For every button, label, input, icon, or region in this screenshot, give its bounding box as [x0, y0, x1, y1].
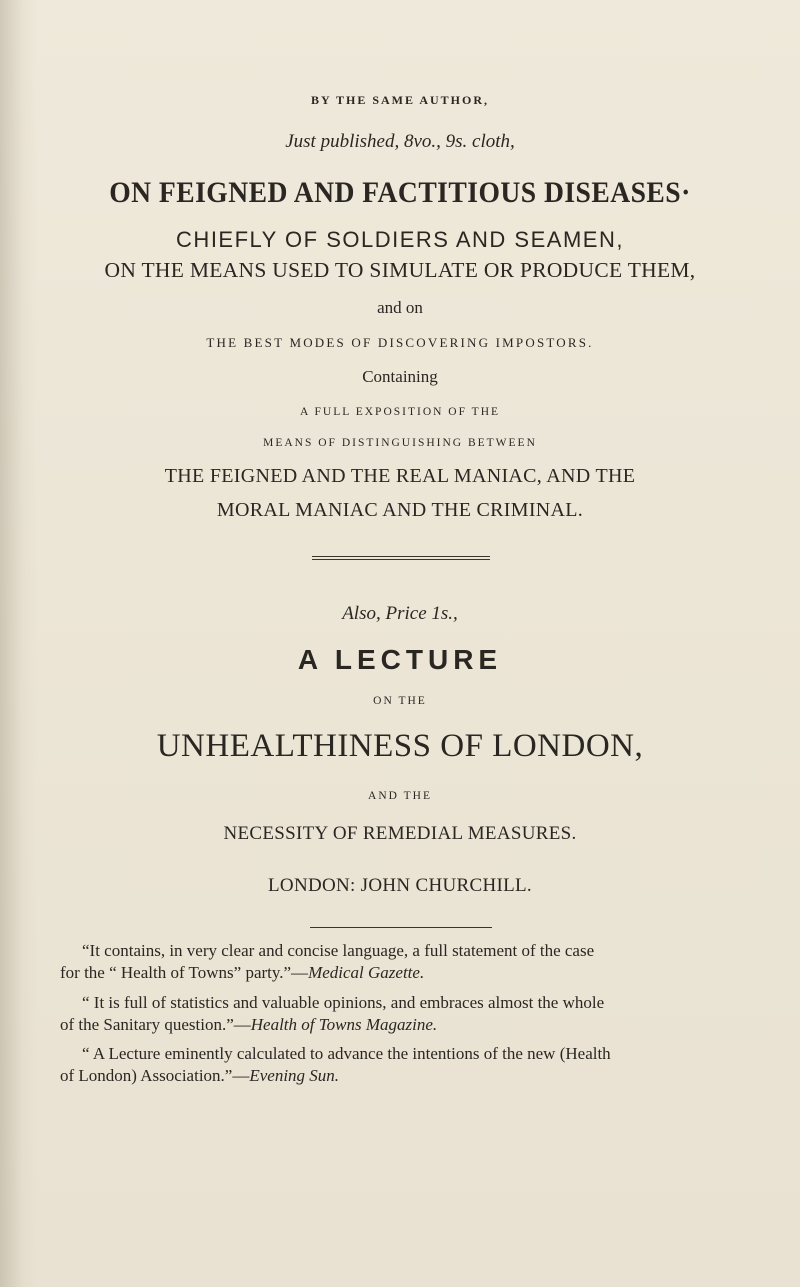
review-source: Health of Towns Magazine. [250, 1015, 438, 1034]
review-text: of the Sanitary question.”— [60, 1015, 251, 1034]
exposition-text: A FULL EXPOSITION OF THE [299, 406, 501, 418]
book-title-main: ON FEIGNED AND FACTITIOUS DISEASES· [109, 176, 691, 209]
and-on-text: and on [377, 298, 423, 317]
published-note: Just published, 8vo., 9s. cloth, [285, 131, 515, 152]
unhealthiness-title: UNHEALTHINESS OF LONDON, [156, 728, 644, 764]
book-subtitle-means: ON THE MEANS USED TO SIMULATE OR PRODUCE THEM, [104, 258, 696, 282]
lecture-title: A LECTURE [297, 644, 503, 675]
containing-text: Containing [362, 367, 438, 386]
section-divider [312, 556, 490, 557]
review-source: Evening Sun. [249, 1066, 340, 1085]
review-health-of-towns [60, 992, 740, 1036]
book-subtitle-soldiers: CHIEFLY OF SOLDIERS AND SEAMEN, [176, 227, 624, 252]
review-evening-sun [60, 1043, 740, 1087]
on-the-text: ON THE [373, 695, 427, 707]
review-source: Medical Gazette. [308, 963, 425, 982]
review-text: “ A Lecture eminently calculated to advance the intentions of the new (Health [82, 1044, 611, 1063]
review-text: “It contains, in very clear and concise language, a full statement of the case [82, 941, 595, 960]
review-text: “ It is full of statistics and valuable opinions, and embraces almost the whole [82, 993, 605, 1012]
and-the-text: AND THE [368, 790, 432, 802]
by-author-heading: BY THE SAME AUTHOR, [310, 93, 490, 107]
feigned-real-maniac-text: THE FEIGNED AND THE REAL MANIAC, AND THE [164, 465, 636, 487]
imprint-divider [310, 927, 492, 928]
review-text: of London) Association.”— [60, 1066, 250, 1085]
review-medical-gazette [60, 940, 740, 984]
price-note: Also, Price 1s., [342, 603, 458, 624]
publisher-imprint: LONDON: JOHN CHURCHILL. [268, 875, 532, 896]
best-modes-text: THE BEST MODES OF DISCOVERING IMPOSTORS. [206, 335, 594, 350]
distinguishing-text: MEANS OF DISTINGUISHING BETWEEN [263, 437, 537, 449]
necessity-text: NECESSITY OF REMEDIAL MEASURES. [223, 823, 577, 844]
moral-maniac-criminal-text: MORAL MANIAC AND THE CRIMINAL. [216, 499, 584, 521]
review-text: for the “ Health of Towns” party.”— [60, 963, 309, 982]
